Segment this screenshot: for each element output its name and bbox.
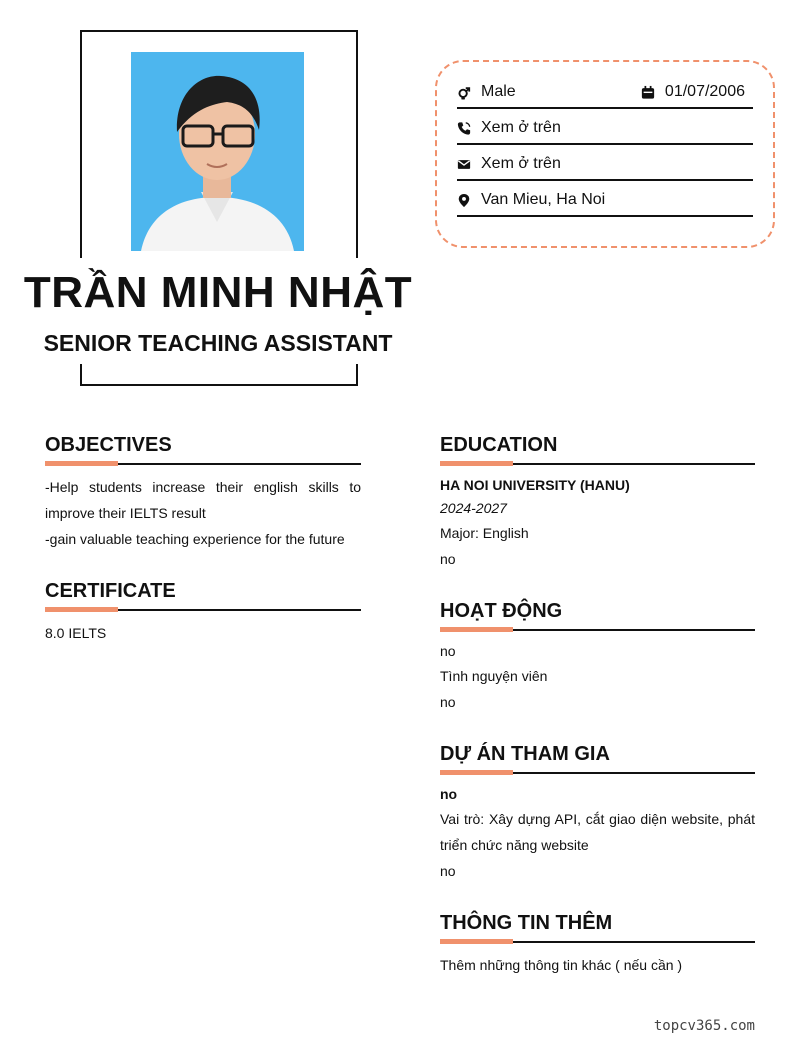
candidate-name: TRẦN MINH NHẬT xyxy=(23,268,413,317)
activities-title: HOẠT ĐỘNG xyxy=(440,600,563,622)
contact-row-gender xyxy=(457,77,753,109)
activities-line-1: no xyxy=(440,643,456,659)
projects-accent xyxy=(440,770,513,775)
objectives-line-1: -Help students increase their english skills to improve their IELTS result xyxy=(45,479,361,521)
dob-value: 01/07/2006 xyxy=(664,83,745,100)
phone-value: Xem ở trên xyxy=(481,119,561,136)
phone-icon xyxy=(457,120,471,136)
activities-accent xyxy=(440,627,513,632)
footer-brand: topcv365.com xyxy=(653,1018,755,1034)
objectives-line-2: -gain valuable teaching experience for the future xyxy=(45,531,345,547)
activities-line-3: no xyxy=(440,694,456,710)
objectives-accent xyxy=(45,461,118,466)
dob-group xyxy=(641,83,745,101)
education-school: HA NOI UNIVERSITY (HANU) xyxy=(440,477,630,493)
extra-text: Thêm những thông tin khác ( nếu cần ) xyxy=(440,957,683,973)
education-accent xyxy=(440,461,513,466)
calendar-icon xyxy=(641,84,655,100)
email-value: Xem ở trên xyxy=(481,155,561,172)
profile-photo-illustration xyxy=(131,52,304,251)
certificate-item: 8.0 IELTS xyxy=(45,625,107,641)
envelope-icon xyxy=(457,156,471,172)
contact-row-phone xyxy=(457,113,753,145)
header-frame-bottom xyxy=(80,364,358,386)
activities-line-2: Tình nguyện viên xyxy=(440,668,548,684)
candidate-role: SENIOR TEACHING ASSISTANT xyxy=(43,330,393,356)
extra-accent xyxy=(440,939,513,944)
project-role: Vai trò: Xây dựng API, cắt giao diện website, phát triển chức năng website xyxy=(440,811,755,853)
education-major: Major: English xyxy=(440,525,529,541)
map-pin-icon xyxy=(457,192,471,208)
contact-row-email xyxy=(457,149,753,181)
certificate-title: CERTIFICATE xyxy=(45,580,176,602)
contact-row-address xyxy=(457,185,753,217)
education-period: 2024-2027 xyxy=(440,500,507,516)
education-title: EDUCATION xyxy=(440,434,558,456)
profile-photo xyxy=(131,52,304,251)
project-name: no xyxy=(440,786,458,802)
projects-title: DỰ ÁN THAM GIA xyxy=(440,743,610,765)
objectives-title: OBJECTIVES xyxy=(45,434,172,456)
extra-title: THÔNG TIN THÊM xyxy=(440,912,613,934)
certificate-accent xyxy=(45,607,118,612)
gender-value: Male xyxy=(481,83,516,100)
project-note: no xyxy=(440,863,456,879)
education-note: no xyxy=(440,551,456,567)
gender-icon xyxy=(457,84,471,100)
address-value: Van Mieu, Ha Noi xyxy=(481,191,606,208)
